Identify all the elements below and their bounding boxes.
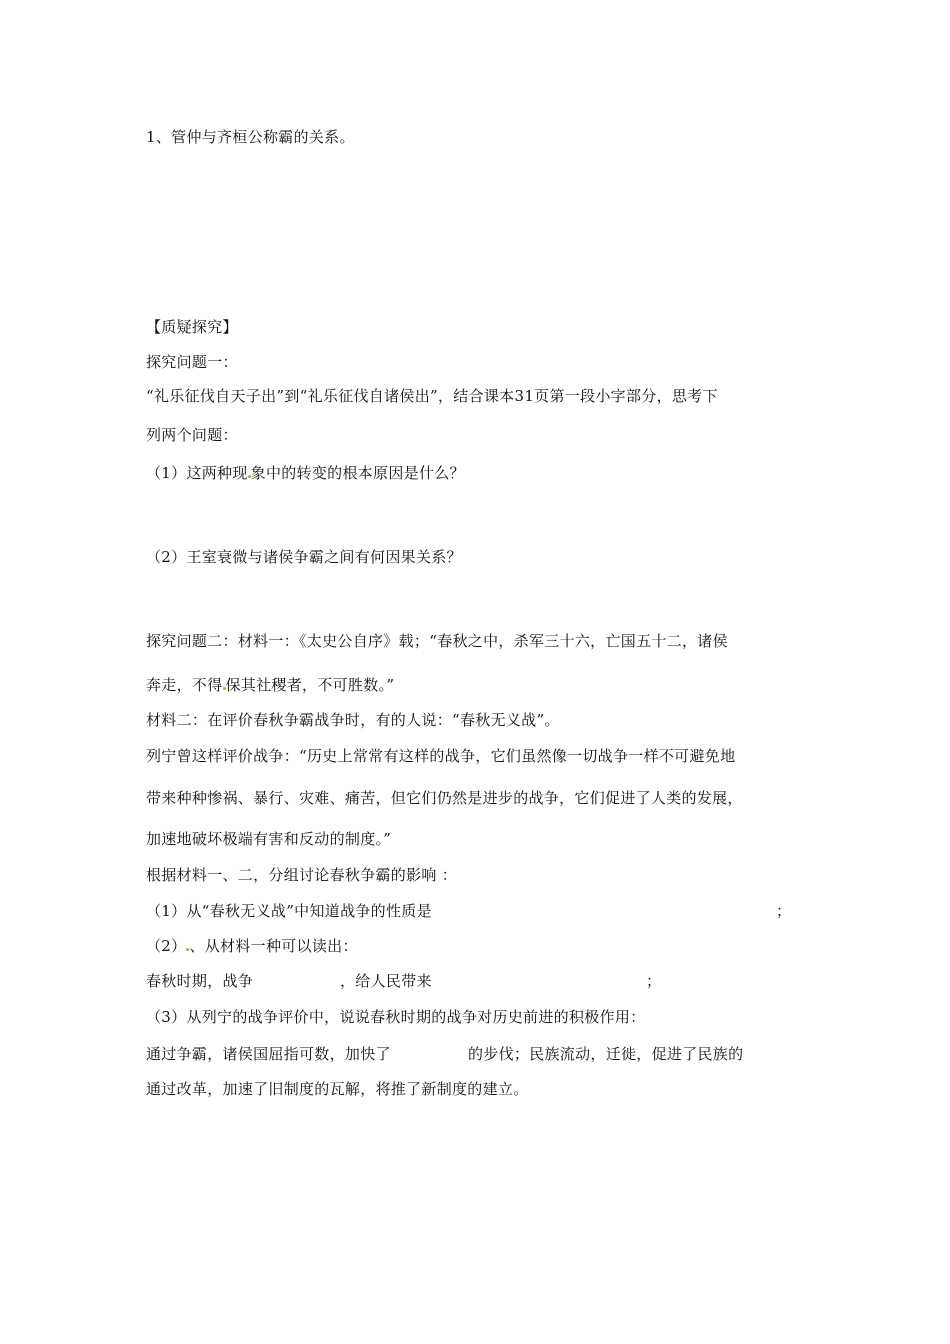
inquiry-1-subquestion-1-part-b: 象中的转变的根本原因是什么？: [250, 464, 465, 482]
inquiry-1-subquestion-2: （2）王室衰微与诸侯争霸之间有何因果关系？: [146, 548, 462, 566]
item-2-fill-a: 春秋时期，战争: [146, 972, 254, 990]
fill-line-2: 通过改革，加速了旧制度的瓦解，将推了新制度的建立。: [146, 1080, 529, 1098]
material-2: 材料二：在评价春秋争霸战争时，有的人说：“春秋无义战”。: [146, 711, 560, 729]
inquiry-1-prompt-line-1: “礼乐征伐自天子出”到“礼乐征伐自诸侯出”，结合课本31页第一段小字部分，思考下: [146, 387, 718, 405]
inquiry-2-line-2: [146, 675, 394, 695]
lenin-quote-line-2: 带来种种惨祸、暴行、灾难、痛苦，但它们仍然是进步的战争，它们促进了人类的发展，: [146, 789, 743, 807]
fill-line-1-part-a: 通过争霸，诸侯国屈指可数，加快了: [146, 1045, 391, 1063]
item-3: （3）从列宁的战争评价中，说说春秋时期的战争对历史前进的积极作用：: [146, 1008, 646, 1026]
lenin-quote-line-1: 列宁曾这样评价战争：“历史上常常有这样的战争，它们虽然像一切战争一样不可避免地: [146, 747, 736, 765]
inquiry-2-line-2-part-b: 保其社稷者，不可胜数。”: [225, 676, 395, 694]
inquiry-1-prompt-line-2: 列两个问题：: [146, 426, 238, 444]
item-2-part-a: （2）: [146, 937, 187, 955]
item-2-part-b: 、从材料一种可以读出：: [189, 937, 358, 955]
section-heading: 【质疑探究】: [146, 318, 238, 336]
item-2: [146, 936, 358, 956]
inquiry-1-subquestion-1-part-a: （1）这两种现: [146, 464, 248, 482]
inquiry-1-subquestion-1: [146, 463, 465, 483]
inquiry-1-title: 探究问题一：: [146, 353, 238, 371]
discussion-prompt: 根据材料一、二，分组讨论春秋争霸的影响 ：: [146, 866, 458, 884]
item-2-fill-end: ；: [646, 972, 662, 990]
inquiry-2-line-1: 探究问题二：材料一：《太史公自序》载；“春秋之中，杀军三十六，亡国五十二，诸侯: [146, 632, 728, 650]
fill-line-1-part-b: 的步伐；民族流动，迁徙，促进了民族的: [468, 1045, 744, 1063]
item-1: （1）从“春秋无义战”中知道战争的性质是: [146, 902, 432, 920]
item-2-fill-b: ，给人民带来: [340, 972, 432, 990]
question-1: 1、管仲与齐桓公称霸的关系。: [146, 128, 355, 146]
inquiry-2-line-2-part-a: 奔走，不得: [146, 676, 223, 694]
item-1-end: ；: [776, 902, 792, 920]
lenin-quote-line-3: 加速地破坏极端有害和反动的制度。”: [146, 830, 392, 848]
